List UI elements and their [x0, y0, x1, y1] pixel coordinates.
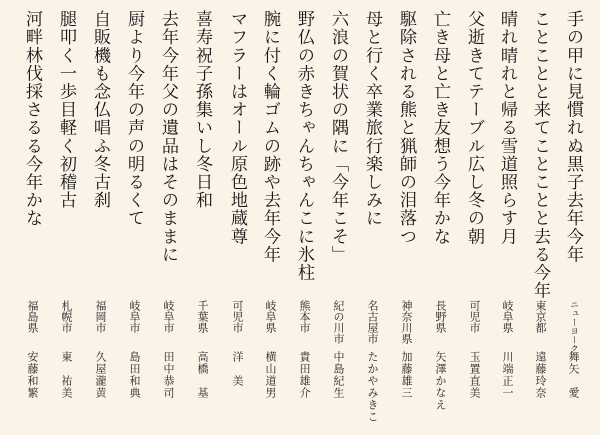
haiku-entry [428, 0, 452, 435]
author-name: 洋 美 [231, 351, 244, 387]
haiku-entry [225, 0, 249, 435]
author-name: 安藤和繁 [26, 351, 39, 399]
haiku-text: 野仏の赤きちゃんちゃんこに氷柱 [294, 10, 314, 282]
haiku-entry [561, 0, 585, 435]
author-location: 福岡市 [94, 300, 107, 333]
author-location: ニューヨーク [568, 300, 578, 353]
haiku-text: 厨より今年の声の明るくて [124, 10, 144, 228]
author-name: 中島紀生 [332, 351, 345, 399]
haiku-entry [462, 0, 486, 435]
haiku-text: 亡き母と亡き友想う今年かな [430, 10, 450, 246]
haiku-entry [394, 0, 418, 435]
haiku-entry [292, 0, 316, 435]
author-name: 加藤雄三 [400, 351, 413, 399]
author-location: 可児市 [231, 300, 244, 333]
author-location: 岐阜市 [162, 300, 175, 333]
author-location: 岐阜県 [264, 300, 277, 333]
haiku-entry [122, 0, 146, 435]
author-location: 紀の川市 [332, 300, 345, 344]
author-name: 川端正一 [501, 351, 514, 399]
author-name: 矢澤かなえ [434, 351, 447, 411]
haiku-entry [528, 0, 552, 435]
author-name: 舞矢 愛 [567, 351, 580, 399]
haiku-text: 喜寿祝子孫集いし冬日和 [192, 10, 212, 210]
author-location: 岐阜県 [501, 300, 514, 333]
haiku-entry [54, 0, 78, 435]
author-location: 岐阜市 [128, 300, 141, 333]
haiku-text: 晴れ晴れと帰る雪道照らす月 [497, 10, 517, 246]
author-name: 横山道男 [264, 351, 277, 399]
haiku-entry [20, 0, 44, 435]
author-location: 千葉県 [196, 300, 209, 333]
author-location: 長野県 [434, 300, 447, 333]
haiku-text: 自販機も念仏唱ふ冬古刹 [90, 10, 110, 210]
haiku-text: ことことと来てことことと去る今年 [530, 10, 550, 300]
author-location: 福島県 [26, 300, 39, 333]
author-location: 熊本市 [298, 300, 311, 333]
haiku-entry [326, 0, 350, 435]
author-name: たかやみきこ [366, 351, 379, 423]
author-name: 遠藤玲奈 [534, 351, 547, 399]
author-location: 可児市 [468, 300, 481, 333]
author-name: 高橋 基 [196, 351, 209, 399]
haiku-text: 腿叩く一歩目軽く初稽古 [56, 10, 76, 210]
haiku-entry [495, 0, 519, 435]
haiku-text: マフラーはオール原色地蔵尊 [227, 10, 247, 246]
haiku-text: 河畔林伐採さるる今年かな [22, 10, 42, 228]
author-name: 貴田雄介 [298, 351, 311, 399]
haiku-entry [258, 0, 282, 435]
author-name: 玉置直美 [468, 351, 481, 399]
haiku-text: 母と行く卒業旅行楽しみに [362, 10, 382, 228]
haiku-text: 六浪の賀状の隅に「今年こそ」 [328, 10, 348, 264]
haiku-entry [190, 0, 214, 435]
haiku-text: 父逝きてテーブル広し冬の朝 [464, 10, 484, 246]
author-name: 田中恭司 [162, 351, 175, 399]
author-name: 久屋瀧黄 [94, 351, 107, 399]
haiku-entry [156, 0, 180, 435]
author-location: 東京都 [534, 300, 547, 333]
haiku-text: 手の甲に見慣れぬ黒子去年今年 [563, 10, 583, 264]
author-location: 神奈川県 [400, 300, 413, 344]
haiku-text: 腕に付く輪ゴムの跡や去年今年 [260, 10, 280, 264]
author-name: 東 祐美 [60, 351, 73, 399]
haiku-entry [88, 0, 112, 435]
haiku-text: 去年今年父の遺品はそのままに [158, 10, 178, 264]
author-location: 名古屋市 [366, 300, 379, 344]
haiku-text: 駆除される熊と猟師の泪落つ [396, 10, 416, 246]
author-name: 島田和典 [128, 351, 141, 399]
haiku-entry [360, 0, 384, 435]
author-location: 札幌市 [60, 300, 73, 333]
